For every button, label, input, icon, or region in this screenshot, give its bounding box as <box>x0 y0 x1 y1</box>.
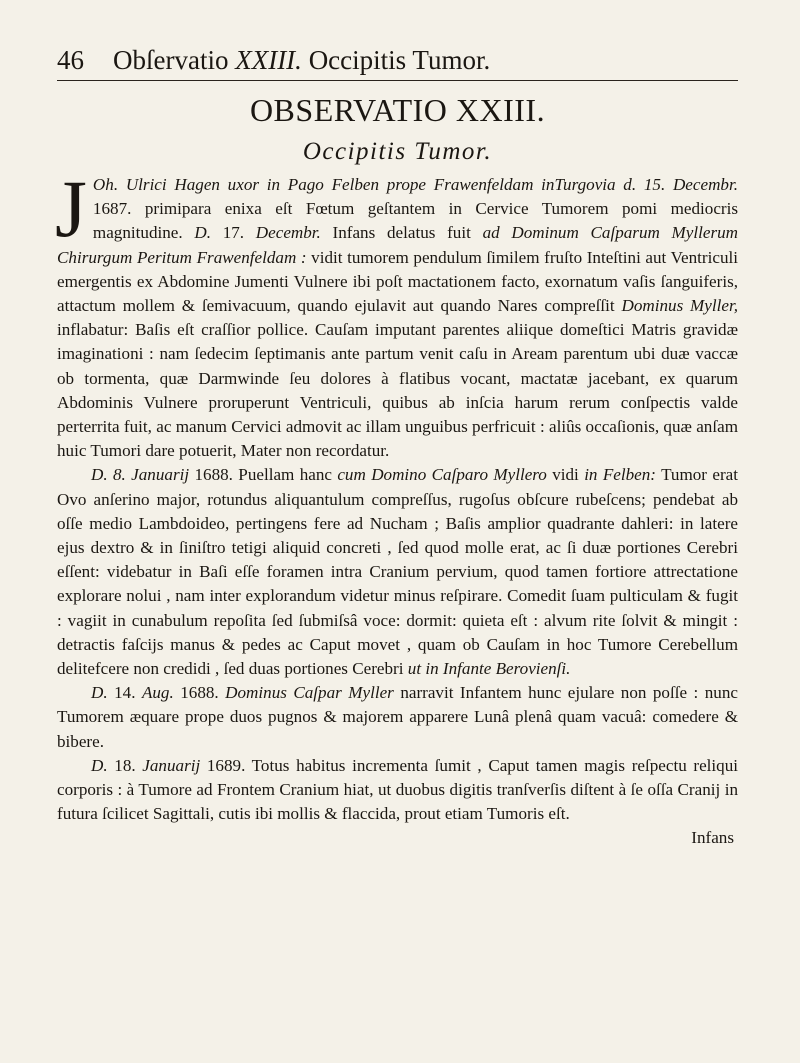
running-title-roman: XXIII. <box>235 45 302 75</box>
text-run: narravit Infantem hunc ejulare non poſſe : nunc Tumorem æquare prope duos pugnos & majorem apparere Lunâ plenâ quam vacuâ: comedere & bibere. <box>57 683 738 751</box>
text-run: inflabatur: Baſis eſt craſſior pollice. Cauſam imputant parentes aliique domeſtici Matris gravidæ imaginationi : nam ſedecim ſeptimanis ante partum venit caſu in Aream parentum ubi duæ vaccæ ob tormenta, quæ Darmwinde ſeu dolores à flatibus vocant, mactatæ jacebant, ex quarum Abdominis Vulnere proruperunt Ventriculi, quibus ab inſcia harum rerum conſpectis valde perterrita fuit, ac manum Cervici admovit ac illam unguibus perfricuit : aliûs occaſionis, quæ anſam huic Tumori dare potuerit, Mater non recordatur. <box>57 320 738 461</box>
text-run: 14. <box>107 683 142 703</box>
italic-run: Januarij <box>142 755 201 775</box>
italic-run: ut in Infante Berovienſi. <box>407 659 571 679</box>
chapter-title: OBSERVATIO XXIII. <box>249 92 546 128</box>
running-title <box>103 44 738 76</box>
text-run: Tumor erat Ovo anſerino major, rotundus aliquantulum compreſſus, rugoſus obſcure rubeſcens; pendebat ab oſſe medio Lambdoideo, pertingens fere ad Nucham ; Baſis amplior quadrante dahleri: in latere ejus dextro & in ſiniſtro tetigi aliquid concreti , ſed quod molle erat, ac ſi duæ portiones Cerebri eſſent: videbatur in Baſi eſſe foramen intra Cranium pervium, quod tamen fortiore attrectatione explorare nolui , nam inter explorandum videtur minus reſpirare. Comedit ſuam pulticulam & fugit : vagiit in cunabulum repoſita ſed ſubmiſsâ voce: dormit: quieta eſt : alvum rite ſolvit & mingit : detractis faſcijs manus & pedes ac Caput movet , quam ob Cauſam in hoc Tumore Cerebellum delitefcere non credidi , ſed duas portiones Cerebri <box>57 465 738 679</box>
text-run: vidit tumorem pendulum ſimilem fruſto Inteſtini aut Ventriculi emergentis ex Abdomine Jumenti Vulnere ibi poſt mactationem facto, exornatum vaſis ſanguiferis, attactum mollem & ſemivacuum, quando ejulavit aut quando Nares compreſſit <box>57 247 738 316</box>
paragraph <box>57 754 738 827</box>
text-run: 1688. Puellam hanc <box>189 465 338 485</box>
italic-run: D. <box>91 755 108 775</box>
running-title-prefix: Obſervatio <box>113 45 236 75</box>
text-run: 1687. primipara enixa eſt Fœtum geſtantem in Cervice Tumorem pomi mediocris magnitudine. <box>92 199 738 243</box>
running-title-suffix: Occipitis Tumor. <box>301 45 491 75</box>
italic-run: D. <box>91 683 108 703</box>
italic-run: Decembr. <box>255 223 321 243</box>
italic-run: Aug. <box>141 683 174 703</box>
italic-run: D. <box>194 223 211 243</box>
paragraph <box>55 163 739 463</box>
text-run: 17. <box>211 223 256 243</box>
italic-run: Oh. Ulrici Hagen uxor in Pago Felben prope Frawenfeldam inTurgovia d. 15. Decembr. <box>92 175 738 194</box>
italic-run: ad Dominum Caſparum Myllerum Chirurgum Peritum Frawenfeldam : <box>57 223 739 267</box>
text-run: 1689. Totus habitus incrementa ſumit , Caput tamen magis reſpectu reliqui corporis : à Tumore ad Frontem Cranium hiat, ut duobus digitis tranſverſis diſtent à ſe oſſa Cranij in futura ſcilicet Sagittali, cutis ibi mollis & flaccida, prout etiam Tumoris eſt. <box>57 755 739 824</box>
italic-run: Dominus Caſpar Myller <box>225 683 394 703</box>
italic-run: cum Domino Caſparo Myllero <box>337 465 547 485</box>
text-run: Infans delatus fuit <box>320 223 483 243</box>
page-number: 46 <box>57 45 84 75</box>
text-run: vidi <box>546 465 585 485</box>
drop-cap: J <box>55 163 87 254</box>
italic-run: Dominus Myller, <box>621 296 739 316</box>
catchword: Infans <box>691 828 734 848</box>
italic-run: in Felben: <box>584 465 657 485</box>
text-run: 18. <box>107 755 143 775</box>
text-run: 1688. <box>173 683 226 703</box>
chapter-subtitle: Occipitis Tumor. <box>302 138 493 165</box>
paragraph <box>57 681 738 754</box>
paragraph <box>57 463 738 681</box>
running-head <box>57 44 738 81</box>
italic-run: D. 8. Januarij <box>91 465 190 485</box>
body-text <box>55 163 739 826</box>
